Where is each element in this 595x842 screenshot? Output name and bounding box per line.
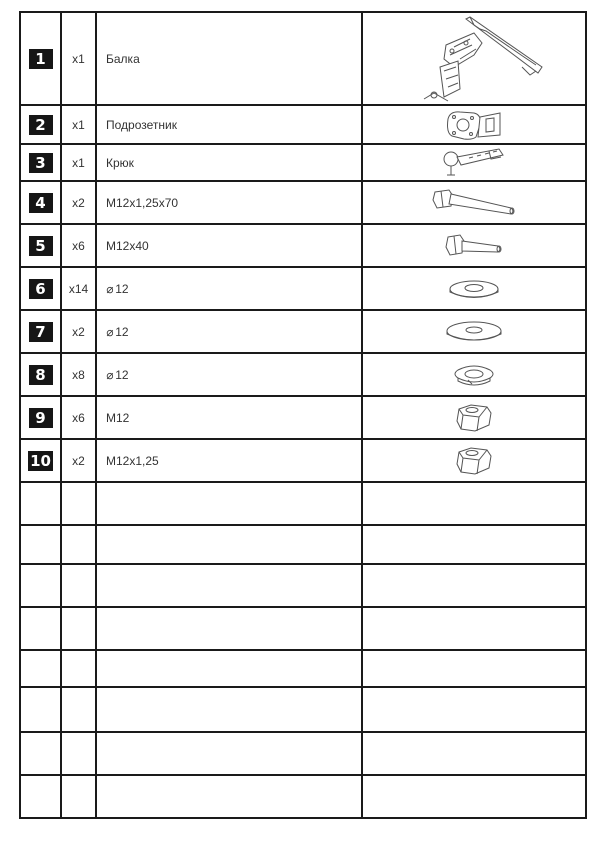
empty-cell <box>362 650 586 687</box>
empty-cell <box>20 482 61 525</box>
part-name <box>96 267 362 310</box>
empty-cell <box>96 775 362 818</box>
part-number-cell <box>20 12 61 105</box>
part-size: 12 <box>115 281 129 296</box>
empty-cell <box>96 687 362 732</box>
part-number-cell <box>20 181 61 224</box>
part-number-cell <box>20 310 61 353</box>
empty-row <box>20 525 586 564</box>
empty-cell <box>61 607 96 650</box>
parts-sheet <box>19 11 585 819</box>
part-drawing-cell <box>362 353 586 396</box>
empty-cell <box>362 564 586 607</box>
part-name <box>96 310 362 353</box>
part-drawing-cell <box>362 181 586 224</box>
empty-cell <box>362 687 586 732</box>
part-number-badge: 6 <box>29 279 53 299</box>
part-drawing-cell <box>362 12 586 105</box>
parts-row-5 <box>20 224 586 267</box>
empty-row <box>20 650 586 687</box>
bolt-icon <box>444 231 504 261</box>
part-number-cell <box>20 439 61 482</box>
part-number-badge: 7 <box>29 322 53 342</box>
part-drawing-cell <box>362 144 586 181</box>
empty-cell <box>362 525 586 564</box>
part-name: Балка <box>96 12 362 105</box>
parts-row-2 <box>20 105 586 144</box>
part-number-badge: 9 <box>29 408 53 428</box>
part-number-badge: 1 <box>29 49 53 69</box>
part-quantity: x6 <box>61 396 96 439</box>
part-quantity: x2 <box>61 181 96 224</box>
diameter-symbol: ⌀ <box>106 367 114 382</box>
parts-row-8 <box>20 353 586 396</box>
empty-row <box>20 732 586 775</box>
empty-cell <box>362 607 586 650</box>
part-quantity: x2 <box>61 439 96 482</box>
empty-row <box>20 775 586 818</box>
part-name: M12x1,25 <box>96 439 362 482</box>
empty-cell <box>96 732 362 775</box>
hook-icon <box>439 147 509 179</box>
beam-bracket-icon <box>404 15 544 103</box>
part-name: Крюк <box>96 144 362 181</box>
part-number-badge: 10 <box>30 451 51 470</box>
spring-washer-icon <box>450 362 498 388</box>
empty-cell <box>362 482 586 525</box>
part-number-cell <box>20 396 61 439</box>
part-quantity: x14 <box>61 267 96 310</box>
part-quantity: x8 <box>61 353 96 396</box>
part-size: 12 <box>115 324 129 339</box>
empty-cell <box>20 607 61 650</box>
wide-washer-icon <box>443 319 505 345</box>
part-number-badge: 4 <box>29 193 53 213</box>
part-drawing-cell <box>362 439 586 482</box>
empty-row <box>20 687 586 732</box>
parts-row-7 <box>20 310 586 353</box>
empty-cell <box>61 775 96 818</box>
empty-row <box>20 564 586 607</box>
empty-cell <box>20 650 61 687</box>
part-quantity: x1 <box>61 105 96 144</box>
diameter-symbol: ⌀ <box>106 324 114 339</box>
empty-cell <box>362 775 586 818</box>
empty-cell <box>96 482 362 525</box>
empty-cell <box>61 732 96 775</box>
part-quantity: x1 <box>61 144 96 181</box>
part-name <box>96 353 362 396</box>
empty-cell <box>61 564 96 607</box>
empty-cell <box>96 525 362 564</box>
part-name: Подрозетник <box>96 105 362 144</box>
part-drawing-cell <box>362 310 586 353</box>
empty-cell <box>61 482 96 525</box>
parts-row-3 <box>20 144 586 181</box>
part-name: M12x1,25x70 <box>96 181 362 224</box>
part-number-cell <box>20 224 61 267</box>
long-bolt-icon <box>431 186 517 220</box>
empty-cell <box>61 687 96 732</box>
part-quantity: x1 <box>61 12 96 105</box>
part-quantity: x2 <box>61 310 96 353</box>
empty-cell <box>20 687 61 732</box>
parts-row-10 <box>20 439 586 482</box>
part-quantity: x6 <box>61 224 96 267</box>
part-name: M12 <box>96 396 362 439</box>
nut-icon <box>453 403 495 433</box>
nut-icon <box>453 446 495 476</box>
empty-cell <box>61 525 96 564</box>
part-number-badge: 8 <box>29 365 53 385</box>
empty-row <box>20 607 586 650</box>
parts-row-4 <box>20 181 586 224</box>
part-drawing-cell <box>362 267 586 310</box>
parts-row-6 <box>20 267 586 310</box>
part-name: M12x40 <box>96 224 362 267</box>
empty-cell <box>362 732 586 775</box>
ceiling-plate-icon <box>444 109 504 141</box>
empty-cell <box>61 650 96 687</box>
part-number-badge: 2 <box>29 115 53 135</box>
empty-cell <box>20 564 61 607</box>
part-number-badge: 3 <box>29 153 53 173</box>
empty-cell <box>96 650 362 687</box>
part-size: 12 <box>115 367 129 382</box>
part-drawing-cell <box>362 224 586 267</box>
empty-cell <box>20 525 61 564</box>
part-drawing-cell <box>362 396 586 439</box>
part-drawing-cell <box>362 105 586 144</box>
part-number-cell <box>20 144 61 181</box>
part-number-cell <box>20 353 61 396</box>
empty-cell <box>20 775 61 818</box>
empty-row <box>20 482 586 525</box>
empty-cell <box>96 607 362 650</box>
parts-row-1 <box>20 12 586 105</box>
empty-cell <box>20 732 61 775</box>
part-number-cell <box>20 105 61 144</box>
part-number-badge: 5 <box>29 236 53 256</box>
parts-row-9 <box>20 396 586 439</box>
part-number-cell <box>20 267 61 310</box>
empty-cell <box>96 564 362 607</box>
parts-table <box>19 11 587 819</box>
washer-icon <box>446 277 502 301</box>
diameter-symbol: ⌀ <box>106 281 114 296</box>
